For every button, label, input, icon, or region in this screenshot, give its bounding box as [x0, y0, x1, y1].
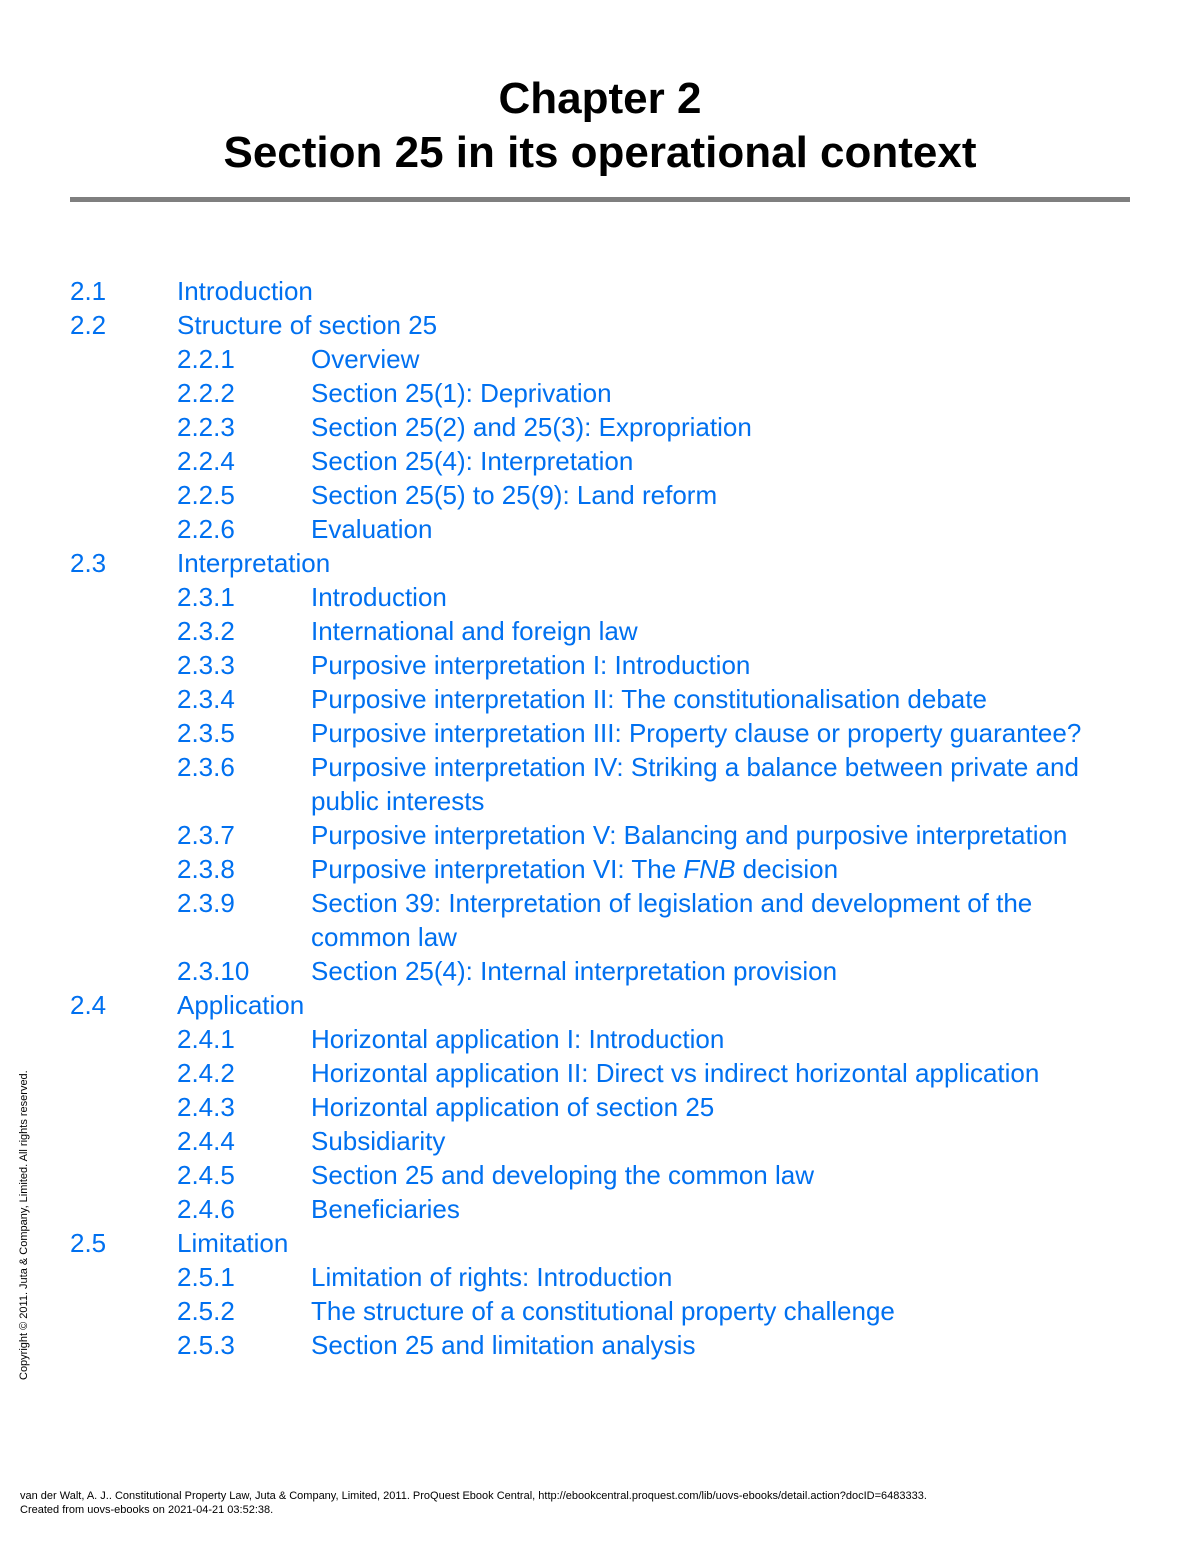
toc-entry-number: 2.3.9	[177, 888, 235, 918]
toc-entry-number: 2.3.3	[177, 650, 235, 680]
toc-entry[interactable]	[0, 308, 1200, 342]
toc-entry[interactable]	[0, 818, 1200, 852]
toc-entry-number: 2.3.10	[177, 956, 250, 986]
toc-entry-number: 2.3.5	[177, 718, 235, 748]
toc-entry[interactable]	[0, 1260, 1200, 1294]
toc-entry[interactable]	[0, 1056, 1200, 1090]
toc-entry-number: 2.3.6	[177, 752, 235, 782]
toc-entry[interactable]	[0, 512, 1200, 546]
toc-entry-number: 2.3.7	[177, 820, 235, 850]
page-title: Section 25 in its operational context	[223, 128, 977, 177]
toc-entry-title[interactable]: Introduction	[311, 582, 447, 612]
toc-entry-title[interactable]: Limitation of rights: Introduction	[311, 1262, 673, 1292]
table-of-contents	[0, 274, 1200, 1362]
toc-entry-title[interactable]: Section 25(4): Interpretation	[311, 446, 634, 476]
toc-entry-number: 2.2.2	[177, 378, 235, 408]
toc-entry[interactable]	[0, 410, 1200, 444]
toc-entry-number: 2.2.3	[177, 412, 235, 442]
copyright-side-note: Copyright © 2011. Juta & Company, Limited. All rights reserved.	[18, 1070, 30, 1380]
toc-entry-number: 2.5	[70, 1228, 107, 1258]
toc-entry-title[interactable]: Introduction	[177, 276, 313, 306]
toc-entry-number: 2.2	[70, 310, 107, 340]
toc-entry[interactable]	[0, 614, 1200, 648]
toc-entry-title[interactable]: Purposive interpretation I: Introduction	[311, 650, 751, 680]
toc-entry-title[interactable]: Purposive interpretation VI: The FNB decision	[311, 854, 839, 884]
toc-entry-number: 2.5.2	[177, 1296, 235, 1326]
toc-entry-number: 2.3.8	[177, 854, 235, 884]
toc-entry-title[interactable]: Horizontal application I: Introduction	[311, 1024, 725, 1054]
toc-entry-number: 2.1	[70, 276, 107, 306]
toc-entry-number: 2.4.3	[177, 1092, 235, 1122]
toc-entry[interactable]	[0, 444, 1200, 478]
toc-entry-number: 2.4.6	[177, 1194, 235, 1224]
toc-entry-title[interactable]: Beneficiaries	[311, 1194, 460, 1224]
toc-entry[interactable]	[0, 1328, 1200, 1362]
case-name: FNB	[683, 854, 736, 884]
toc-entry-title[interactable]: Section 25(4): Internal interpretation provision	[311, 956, 838, 986]
toc-entry-title[interactable]: Section 25 and developing the common law	[311, 1160, 814, 1190]
toc-entry-number: 2.3.2	[177, 616, 235, 646]
toc-entry-title[interactable]: The structure of a constitutional property challenge	[311, 1296, 895, 1326]
toc-entry-title[interactable]: Structure of section 25	[177, 310, 438, 340]
toc-entry[interactable]	[0, 342, 1200, 376]
toc-entry-title[interactable]: Section 25(2) and 25(3): Expropriation	[311, 412, 752, 442]
toc-entry[interactable]	[0, 750, 1200, 818]
footer-citation: van der Walt, A. J.. Constitutional Property Law, Juta & Company, Limited, 2011. ProQuest Ebook Central, http://ebookcentral.proquest.com/lib/uovs-ebooks/detail.action?docID=6483333.	[20, 1490, 927, 1502]
toc-entry[interactable]	[0, 954, 1200, 988]
title-divider	[70, 197, 1130, 202]
toc-entry-number: 2.2.1	[177, 344, 235, 374]
toc-entry-title[interactable]: Limitation	[177, 1228, 289, 1258]
toc-entry-title[interactable]: Purposive interpretation IV: Striking a balance between private and public interests	[311, 752, 1079, 816]
toc-entry-title[interactable]: Section 25(1): Deprivation	[311, 378, 612, 408]
toc-entry-title[interactable]: Section 25(5) to 25(9): Land reform	[311, 480, 718, 510]
toc-entry[interactable]	[0, 1022, 1200, 1056]
toc-entry-number: 2.4.5	[177, 1160, 235, 1190]
toc-entry-number: 2.4.4	[177, 1126, 235, 1156]
toc-entry-title[interactable]: Section 25 and limitation analysis	[311, 1330, 696, 1360]
toc-entry[interactable]	[0, 1158, 1200, 1192]
toc-entry-title[interactable]: Purposive interpretation V: Balancing and purposive interpretation	[311, 820, 1068, 850]
toc-entry[interactable]	[0, 478, 1200, 512]
toc-entry-title[interactable]: Overview	[311, 344, 420, 374]
toc-entry[interactable]	[0, 580, 1200, 614]
toc-entry[interactable]	[0, 648, 1200, 682]
toc-entry-title[interactable]: Purposive interpretation II: The constitutionalisation debate	[311, 684, 987, 714]
toc-entry-number: 2.3	[70, 548, 107, 578]
toc-entry-title[interactable]: Application	[177, 990, 305, 1020]
toc-entry-title[interactable]: Section 39: Interpretation of legislation and development of the common law	[311, 888, 1033, 952]
toc-entry-number: 2.5.1	[177, 1262, 235, 1292]
chapter-heading: Chapter 2	[498, 74, 702, 123]
toc-entry[interactable]	[0, 988, 1200, 1022]
toc-entry-number: 2.4.1	[177, 1024, 235, 1054]
toc-entry[interactable]	[0, 1294, 1200, 1328]
toc-entry[interactable]	[0, 546, 1200, 580]
toc-entry-number: 2.4	[70, 990, 107, 1020]
toc-entry-title[interactable]: Interpretation	[177, 548, 331, 578]
toc-entry-title[interactable]: Purposive interpretation III: Property clause or property guarantee?	[311, 718, 1082, 748]
toc-entry[interactable]	[0, 716, 1200, 750]
toc-entry[interactable]	[0, 682, 1200, 716]
toc-entry[interactable]	[0, 1124, 1200, 1158]
toc-entry-number: 2.2.4	[177, 446, 235, 476]
toc-entry-title[interactable]: Horizontal application II: Direct vs indirect horizontal application	[311, 1058, 1040, 1088]
toc-entry-number: 2.3.4	[177, 684, 235, 714]
toc-entry-title[interactable]: Horizontal application of section 25	[311, 1092, 715, 1122]
footer-created: Created from uovs-ebooks on 2021-04-21 03:52:38.	[20, 1504, 274, 1516]
toc-entry[interactable]	[0, 1226, 1200, 1260]
toc-entry-number: 2.3.1	[177, 582, 235, 612]
toc-entry-title[interactable]: Subsidiarity	[311, 1126, 446, 1156]
toc-entry[interactable]	[0, 376, 1200, 410]
toc-entry[interactable]	[0, 852, 1200, 886]
toc-entry[interactable]	[0, 274, 1200, 308]
toc-entry[interactable]	[0, 1090, 1200, 1124]
toc-entry[interactable]	[0, 886, 1200, 954]
toc-entry-title[interactable]: Evaluation	[311, 514, 433, 544]
toc-entry-number: 2.2.6	[177, 514, 235, 544]
toc-entry[interactable]	[0, 1192, 1200, 1226]
toc-entry-number: 2.5.3	[177, 1330, 235, 1360]
toc-entry-number: 2.4.2	[177, 1058, 235, 1088]
toc-entry-number: 2.2.5	[177, 480, 235, 510]
toc-entry-title[interactable]: International and foreign law	[311, 616, 638, 646]
